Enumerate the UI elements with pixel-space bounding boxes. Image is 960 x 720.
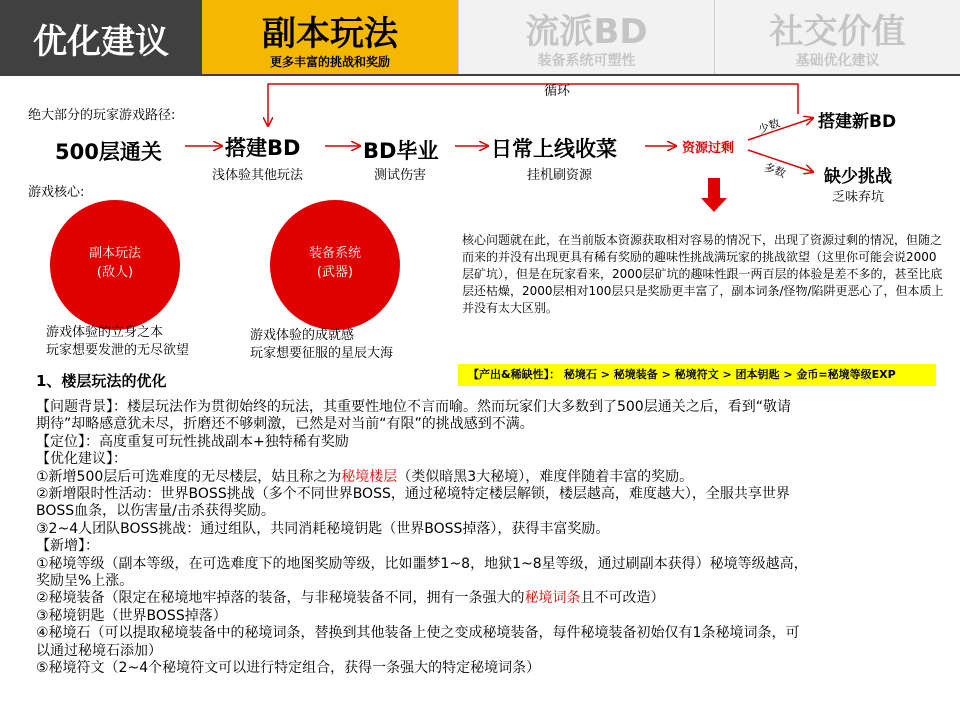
body-line: ③2~4人团队BOSS挑战：通过组队，共同消耗秘境钥匙（世界BOSS掉落），获得丰富奖励。 (36, 520, 610, 537)
loop-label: 循环 (544, 84, 571, 99)
circle-equipment-line2: (武器) (316, 265, 354, 280)
body-line: 【定位】：高度重复可玩性挑战副本+独特稀有奖励 (36, 433, 349, 450)
circle-dungeon-line2: (敌人) (96, 265, 134, 280)
body-line: 奖励呈%上涨。 (36, 573, 134, 590)
left-caption-line1: 游戏体验的立身之本 (46, 325, 164, 340)
section-body (36, 399, 946, 678)
body-line: 【新增】： (36, 538, 99, 555)
step-bd-graduate: BD毕业 (363, 139, 439, 163)
left-caption-line2: 玩家想要发泄的无尽欲望 (46, 343, 190, 358)
circle-dungeon-line1: 副本玩法 (88, 246, 141, 261)
highlight-secret-floor: 秘境楼层 (341, 468, 398, 485)
circle-equipment (270, 200, 400, 330)
branch-lack-challenge-sub: 乏味弃坑 (832, 190, 885, 205)
right-caption (250, 327, 393, 363)
body-line: ②秘境装备（限定在秘境地牢掉落的装备，与非秘境装备不同，拥有一条强大的秘境词条且不可改造） (36, 590, 665, 607)
circle-equipment-line1: 装备系统 (308, 246, 361, 261)
core-label: 游戏核心: (28, 185, 85, 200)
right-caption-line2: 玩家想要征服的星辰大海 (250, 346, 394, 361)
step-500-floors: 500层通关 (55, 140, 162, 164)
core-problem-paragraph: 核心问题就在此，在当前版本资源获取相对容易的情况下，出现了资源过剩的情况，但随之而来的并没有出现更具有稀有奖励的趣味性挑战满玩家的挑战欲望（这里你可能会说2000层矿坑），但是在玩家看来，2000层矿坑的趣味性跟一两百层的体验是差不多的，甚至比底层还枯燥，2000层相对100层只是奖励更丰富了，副本词条/怪物/陷阱更恶心了，但本质上并没有太大区别。 (462, 233, 944, 315)
body-line: ①新增500层后可选难度的无尽楼层，姑且称之为秘境楼层（类似暗黑3大秘境），难度伴随着丰富的奖励。 (36, 468, 694, 485)
tab-subtitle: 基础优化建议 (795, 53, 880, 69)
body-line: ①秘境等级（副本等级，在可选难度下的地图奖励等级，比如噩梦1~8，地狱1~8星等级，通过刷副本获得）秘境等级越高， (36, 555, 808, 572)
step-bd-graduate-sub: 测试伤害 (374, 168, 427, 183)
circle-dungeon (50, 200, 180, 330)
section-title: 1、楼层玩法的优化 (36, 372, 167, 390)
body-line: ③秘境钥匙（世界BOSS掉落） (36, 607, 227, 624)
step-daily-collect: 日常上线收菜 (491, 137, 617, 161)
tab-title: 副本玩法 (262, 14, 398, 54)
tab-title: 流派BD (525, 12, 648, 52)
body-line: ④秘境石（可以提取秘境装备中的秘境词条，替换到其他装备上使之变成秘境装备，每件秘境装备初始仅有1条秘境词条，可 (36, 625, 800, 642)
tab-title: 优化建议 (33, 22, 169, 62)
body-line: ⑤秘境符文（2~4个秘境符文可以进行特定组合，获得一条强大的特定秘境词条） (36, 660, 541, 677)
body-line: 【问题背景】：楼层玩法作为贯彻始终的玩法，其重要性地位不言而喻。然而玩家们大多数到了500层通关之后，看到“敬请 (36, 399, 791, 415)
left-caption (46, 324, 189, 360)
body-line: 【优化建议】： (36, 451, 127, 468)
highlight-secret-affix: 秘境词条 (524, 590, 581, 607)
body-line: 期待”却略感意犹未尽，折磨还不够刺激，已然是对当前“有限”的挑战感到不满。 (36, 416, 534, 433)
player-path-label: 绝大部分的玩家游戏路径: (28, 108, 176, 123)
step-build-bd-sub: 浅体验其他玩法 (212, 168, 304, 183)
down-arrow (701, 178, 727, 212)
tab-subtitle: 装备系统可塑性 (537, 53, 636, 69)
rarity-bar: 【产出&稀缺性】： 秘境石 > 秘境装备 > 秘境符文 > 团本钥匙 > 金币=秘境等级EXP (458, 364, 936, 386)
branch-new-bd: 搭建新BD (818, 112, 897, 132)
right-caption-line1: 游戏体验的成就感 (250, 328, 355, 343)
tab-subtitle: 更多丰富的挑战和奖励 (269, 55, 390, 69)
resource-surplus: 资源过剩 (682, 141, 735, 156)
tab-title: 社交价值 (769, 12, 906, 52)
body-line: BOSS血条，以伤害量/击杀获得奖励。 (36, 503, 275, 520)
step-daily-collect-sub: 挂机刷资源 (527, 168, 593, 183)
few-label: 少数 (756, 116, 782, 137)
body-line: 以通过秘境石添加） (36, 642, 162, 659)
branch-lack-challenge: 缺少挑战 (824, 167, 892, 187)
loop-arrow (268, 84, 798, 126)
many-label: 多数 (762, 160, 788, 181)
body-line: ②新增限时性活动：世界BOSS挑战（多个不同世界BOSS，通过秘境特定楼层解锁，楼层越高，难度越大），全服共享世界 (36, 486, 790, 503)
step-build-bd: 搭建BD (225, 136, 301, 160)
